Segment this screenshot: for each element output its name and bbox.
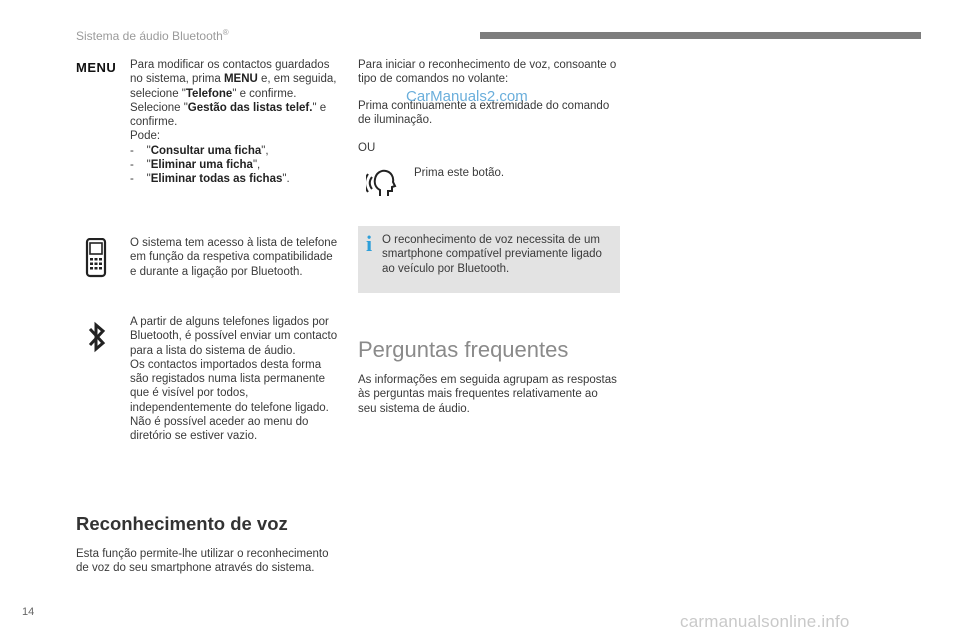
section-title-faq: Perguntas frequentes xyxy=(358,337,569,362)
voice-start-text: Para iniciar o reconhecimento de voz, consoante o tipo de comandos no volante: xyxy=(358,59,617,86)
header-bar xyxy=(480,32,921,39)
faq-description: As informações em seguida agrupam as respostas às perguntas mais frequentes relativamente ao seu sistema de áudio. xyxy=(358,374,617,415)
bluetooth-icon xyxy=(85,320,109,358)
option-item: - "Eliminar uma ficha", xyxy=(130,159,261,172)
watermark-carmanualsonline: carmanualsonline.info xyxy=(680,612,850,631)
watermark-carmanuals2: CarManuals2.com xyxy=(406,88,528,105)
page-header-title: Sistema de áudio Bluetooth® xyxy=(76,28,229,43)
mobile-phone-icon xyxy=(85,238,107,282)
contacts-instructions: Para modificar os contactos guardados no sistema, prima MENU e, em seguida, selecione "Telefone" e confirme. Selecione "Gestão das listas telef." e confirme. Pode: - "Consultar uma ficha", - "Eliminar uma ficha", - "Eliminar todas as fichas". xyxy=(130,58,340,187)
voice-press-long-text: Prima continuamente a extremidade do comando de iluminação. xyxy=(358,100,610,127)
option-item: - "Eliminar todas as fichas". xyxy=(130,173,290,186)
info-text: O reconhecimento de voz necessita de um smartphone compatível previamente ligado ao veículo por Bluetooth. xyxy=(382,234,602,275)
or-text: OU xyxy=(358,142,376,154)
section-title-voice: Reconhecimento de voz xyxy=(76,513,288,534)
info-icon: i xyxy=(366,231,373,256)
phonebook-text: O sistema tem acesso à lista de telefone em função da respetiva compatibilidade e durante a ligação por Bluetooth. xyxy=(130,237,338,278)
page-number: 14 xyxy=(22,606,35,618)
bluetooth-contacts-text: A partir de alguns telefones ligados por Bluetooth, é possível enviar um contacto para a lista do sistema de áudio. Os contactos importados desta forma são registados numa lista permanente que é visível por todos, independentemente do telefone ligado. Não é possível aceder ao menu do diretório se estiver vazio. xyxy=(130,316,338,443)
voice-command-icon xyxy=(366,165,402,203)
option-item: - "Consultar uma ficha", xyxy=(130,144,269,157)
voice-description: Esta função permite-lhe utilizar o reconhecimento de voz do seu smartphone através do sistema. xyxy=(76,548,329,575)
menu-button-icon: MENU xyxy=(76,60,117,75)
press-button-text: Prima este botão. xyxy=(414,167,505,179)
